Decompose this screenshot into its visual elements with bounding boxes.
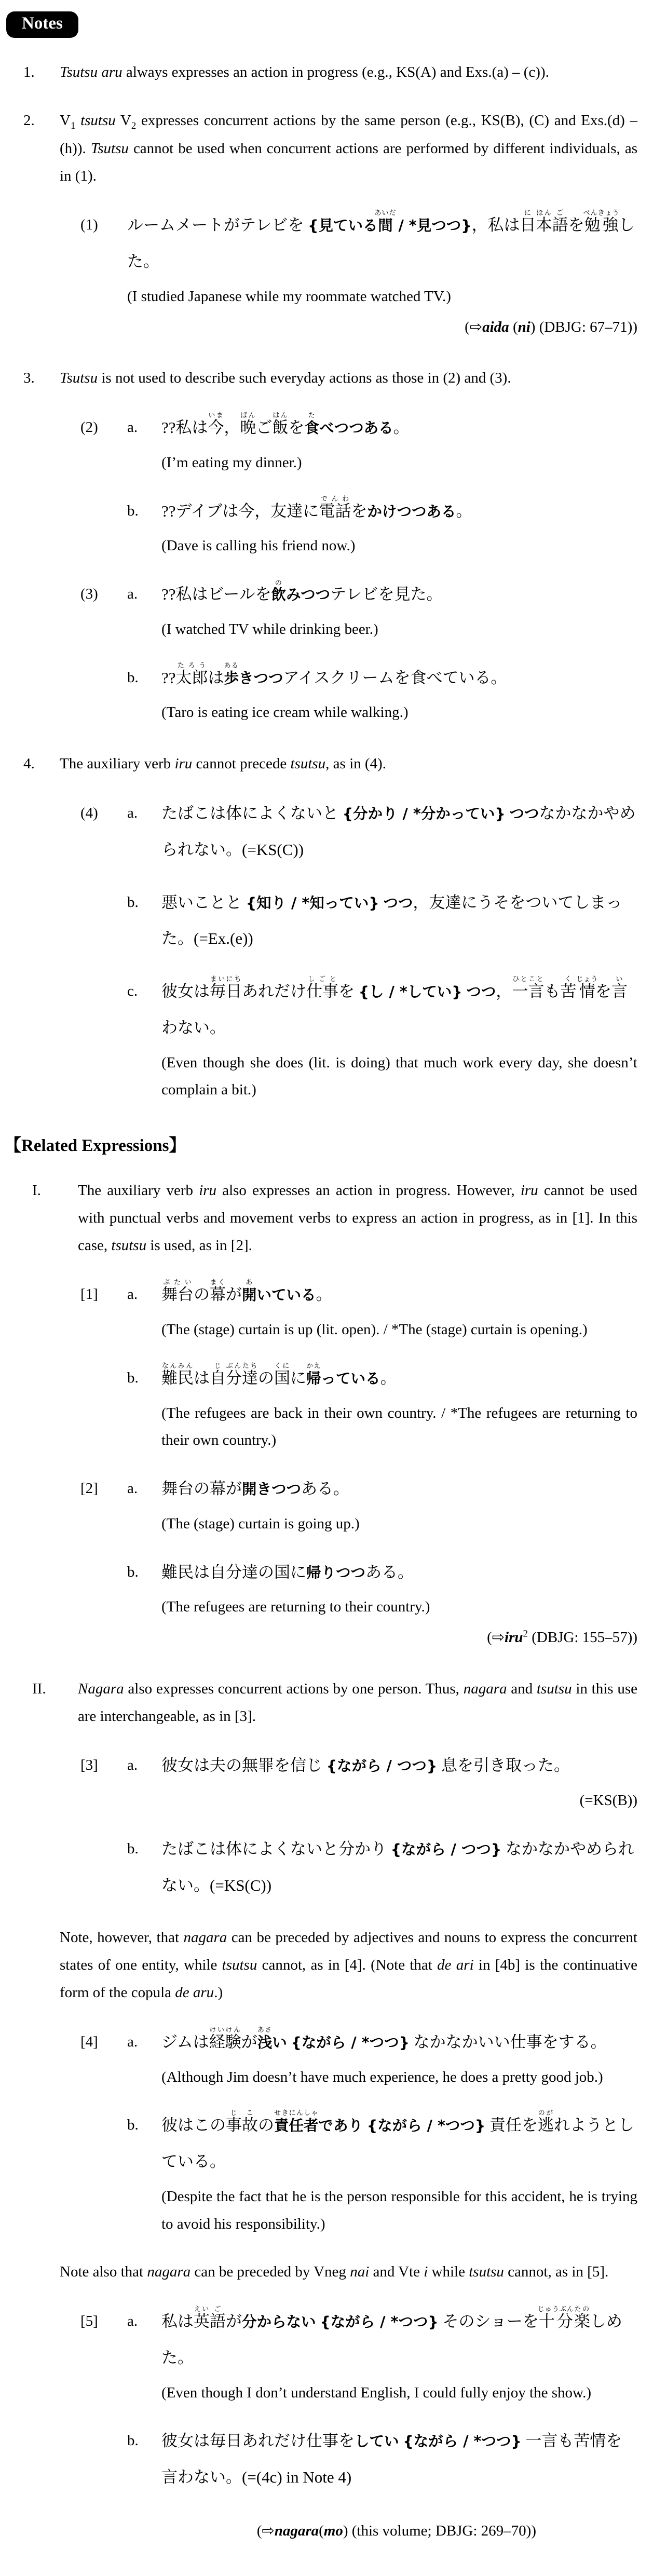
example-letter: a. [127,1757,138,1774]
related-example-4a [0,2024,653,2094]
note-number: 1. [23,64,35,80]
example-letter: a. [127,1286,138,1303]
notes-section-badge [6,11,78,38]
example-body [161,1277,653,1347]
note-text: Tsutsu aru always expresses an action in progress (e.g., KS(A) and Exs.(a) – (c)). [60,64,549,80]
example-translation: (Even though I don’t understand English, I could fully enjoy the show.) [161,2384,591,2401]
related-example-1a [0,1277,653,1347]
example-body [161,576,653,646]
note-number: 4. [23,755,35,772]
example-number: [2] [80,1480,98,1497]
example-row [0,2423,653,2499]
example-row [0,493,653,563]
example-number: [3] [80,1757,98,1774]
example-number: (2) [80,419,98,436]
example-japanese: 彼女は夫の無罪を信じ {ながら / つつ} 息を引き取った。 [161,1756,570,1775]
related-example-1b [0,1360,653,1457]
example-row [0,795,653,871]
cross-reference-nagara-mo: (⇨nagara(mo) (this volume; DBJG: 269–70)) [256,2522,536,2539]
example-body [161,493,653,563]
example-japanese: ??太郎たろうは歩あるきつつアイスクリームを食べている。 [161,661,507,687]
related-number: II. [32,1680,46,1697]
example-3a [0,576,653,646]
example-translation: (Although Jim doesn’t have much experience, he does a pretty good job.) [161,2068,603,2085]
example-body [161,2107,653,2241]
related-note-paragraph-1: Note, however, that nagara can be preceded by adjectives and nouns to express the concurrent states of one entity, while tsutsu cannot, as in [4]. (Note that de ari in [4b] is the continuative form of the copula de aru.) [60,1929,638,2001]
example-letter: a. [127,2033,138,2050]
example-translation: (I watched TV while drinking beer.) [161,620,378,638]
example-translation: (Taro is eating ice cream while walking.) [161,704,409,721]
example-translation: (Despite the fact that he is the person responsible for this accident, he is trying to avoid his responsibility.) [161,2188,637,2232]
example-1 [0,207,653,344]
example-row [0,207,653,344]
example-body [161,2303,653,2409]
example-row [0,1471,653,1541]
example-body [127,207,653,344]
example-body [161,2024,653,2094]
example-translation: (Even though she does (lit. is doing) that much work every day, she doesn’t complain a bit.) [161,1054,637,1099]
related-example-4b [0,2107,653,2241]
related-example-5a [0,2303,653,2409]
related-item-I [0,1177,653,1259]
example-translation: (I’m eating my dinner.) [161,454,302,471]
related-text: The auxiliary verb iru also expresses an action in progress. However, iru cannot be used with punctual verbs and movement verbs to express an action in progress, as in [1]. In this case, tsutsu is used, as in [2]. [78,1182,638,1254]
example-row [0,2024,653,2094]
example-number: (4) [80,805,98,821]
related-example-3a [0,1747,653,1818]
example-body [161,660,653,730]
example-number-spacer [80,1554,127,1655]
related-item-II [0,1675,653,1730]
example-letter: b. [127,1369,139,1386]
example-translation: (The (stage) curtain is going up.) [161,1515,360,1532]
example-number-spacer [80,1360,127,1457]
cross-reference-aida: (⇨aida (ni) (DBJG: 67–71)) [465,318,637,335]
note-item-4 [0,750,653,778]
example-japanese: ??私はビールを飲のみつつテレビを見た。 [161,579,443,604]
related-example-5b [0,2423,653,2499]
example-translation: (The refugees are returning to their country.) [161,1598,430,1616]
related-text: Nagara also expresses concurrent actions by one person. Thus, nagara and tsutsu in this use are interchangeable, as in [3]. [78,1680,637,1725]
example-number: (1) [80,216,98,234]
example-letter: a. [127,2313,138,2330]
related-number: I. [32,1182,41,1199]
example-row [0,576,653,646]
example-letter: b. [127,893,139,911]
example-letter: a. [127,805,138,821]
example-number-spacer [80,1831,127,1907]
example-japanese: 悪いことと {知り / *知ってい} つつ，友達にうそをついてしまった。(=Ex.(e)) [161,893,622,948]
example-japanese: 彼女は毎日まいにちあれだけ仕事しごとを {し / *してい} つつ，一言ひとことも苦く情じょうを言いわない。 [161,975,628,1037]
example-body [161,973,653,1107]
example-letter: a. [127,1480,138,1497]
example-japanese: 私は英えい語ごが分からない {ながら / *つつ} そのショーを十分じゅうぶん楽たのしめた。 [161,2305,622,2367]
example-number: (3) [80,586,98,603]
cross-reference-iru: (⇨iru$^2$ (DBJG: 155–57)) [487,1628,637,1646]
example-row [0,2107,653,2241]
example-row [0,1360,653,1457]
example-4b [0,885,653,960]
example-number-spacer [80,493,127,563]
note-text: The auxiliary verb iru cannot precede tsutsu, as in (4). [60,755,386,772]
example-4a [0,795,653,871]
example-japanese: ??デイブは今，友達に電話でんわをかけつつある。 [161,494,472,520]
example-number-spacer [80,885,127,960]
example-body [161,795,653,871]
example-number: [5] [80,2313,98,2330]
example-letter: b. [127,502,139,519]
example-japanese: 難民なんみんは自じ分達ぶんたちの国くにに帰かえっている。 [161,1361,397,1387]
example-letter: b. [127,669,139,686]
related-example-2a [0,1471,653,1541]
example-translation: (The (stage) curtain is up (lit. open). / *The (stage) curtain is opening.) [161,1321,588,1338]
example-japanese: ジムは経験けいけんが浅あさい {ながら / *つつ} なかなかいい仕事をする。 [161,2025,607,2051]
example-japanese: ??私は今いま，晩ばんご飯はんを食たべつつある。 [161,411,410,437]
example-japanese: 難民は自分達の国に帰りつつある。 [161,1563,414,1581]
example-number: [1] [80,1286,98,1303]
example-japanese: たばこは体によくないと {分かり / *分かってい} つつなかなかやめられない。(=KS(C)) [161,804,636,859]
related-note-paragraph-2: Note also that nagara can be preceded by Vneg nai and Vte i while tsutsu cannot, as in [5]. [60,2263,609,2281]
example-row [0,1831,653,1907]
example-row [0,1747,653,1818]
example-row [0,1277,653,1347]
example-translation: (The refugees are back in their own country. / *The refugees are returning to their own country.) [161,1404,637,1449]
example-row [0,2303,653,2409]
note-item-2 [0,107,653,190]
example-row [0,660,653,730]
example-body [161,1360,653,1457]
example-number-spacer [80,2107,127,2241]
example-letter: a. [127,419,138,436]
note-item-3 [0,364,653,392]
note-text: $V_1$ tsutsu $V_2$ expresses concurrent actions by the same person (e.g., KS(B), (C) and Exs.(d) – (h)). Tsutsu cannot be used when concurrent actions are performed by different individuals, as in (1). [60,112,638,184]
example-number-spacer [80,973,127,1107]
example-number: [4] [80,2033,98,2050]
example-number-spacer [80,2423,127,2499]
example-japanese: たばこは体によくないと分かり {ながら / つつ} なかなかやめられない。(=KS(C)) [161,1839,634,1894]
example-letter: b. [127,2117,139,2134]
example-body [161,2423,653,2499]
notes-badge-label: Notes [22,14,63,33]
example-2a [0,410,653,480]
example-number-spacer [80,660,127,730]
example-row [0,1554,653,1655]
example-body [161,1747,653,1818]
example-3b [0,660,653,730]
example-letter: b. [127,1563,139,1580]
example-row [0,410,653,480]
note-number: 2. [23,112,35,129]
example-body [161,1554,653,1655]
example-letter: c. [127,983,138,999]
example-letter: a. [127,586,138,603]
example-letter: b. [127,1840,139,1857]
note-item-1 [0,59,653,86]
example-body [161,885,653,960]
example-japanese: 彼はこの事じ故この責任者せきにんしゃであり {ながら / *つつ} 責任を逃のがれようとしている。 [161,2109,634,2171]
example-japanese: 彼女は毎日あれだけ仕事をしてい {ながら / *つつ} 一言も苦情を言わない。(=(4c) in Note 4) [161,2432,622,2487]
example-row [0,885,653,960]
note-number: 3. [23,370,35,387]
related-example-3b [0,1831,653,1907]
example-source-note: (=KS(B)) [579,1792,637,1809]
example-4c [0,973,653,1107]
related-expressions-header: 【Related Expressions】 [4,1136,186,1156]
example-2b [0,493,653,563]
example-translation: (I studied Japanese while my roommate watched TV.) [127,288,451,305]
example-body [161,1831,653,1907]
example-body [161,410,653,480]
example-japanese: 舞台ぶたいの幕まくが開あいている。 [161,1278,332,1304]
related-example-2b [0,1554,653,1655]
example-body [161,1471,653,1541]
example-japanese: 舞台の幕が開きつつある。 [161,1480,350,1498]
example-japanese: ルームメートがテレビを {見ている間あいだ / *見つつ}，私は日に本ほん語ごを勉強べんきょうした。 [127,209,635,271]
example-letter: b. [127,2432,139,2449]
example-translation: (Dave is calling his friend now.) [161,537,356,554]
example-row [0,973,653,1107]
note-text: Tsutsu is not used to describe such everyday actions as those in (2) and (3). [60,370,511,387]
